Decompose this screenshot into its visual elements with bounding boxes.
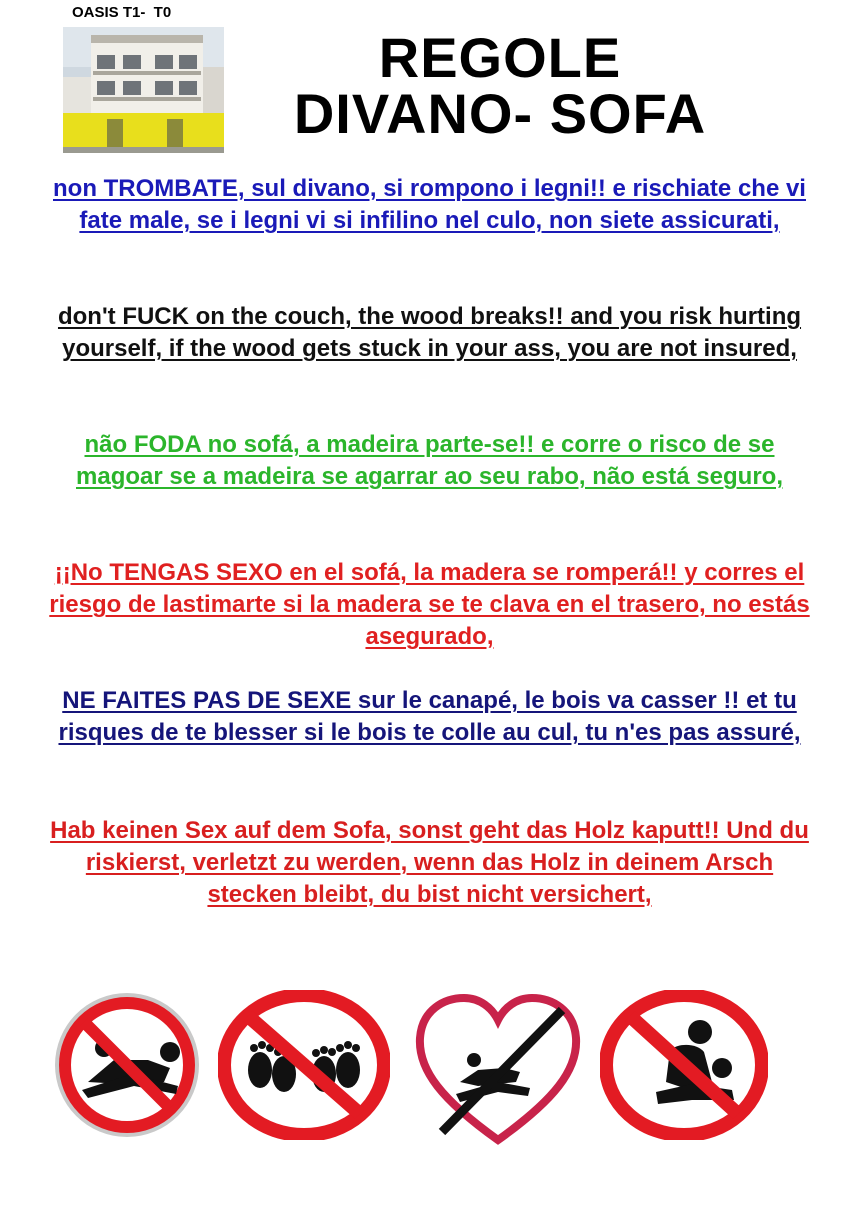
title-line-2: DIVANO- SOFA — [293, 82, 707, 145]
rule-portuguese: não FODA no sofá, a madeira parte-se!! e corre o risco de se magoar se a madeira se agarrar ao seu rabo, não está seguro, — [76, 431, 783, 490]
rule-spanish: ¡¡No TENGAS SEXO en el sofá, la madera se romperá!! y corres el riesgo de lastimarte si la madera se te clava en el trasero, no estás asegurado, — [49, 559, 810, 650]
rule-german: Hab keinen Sex auf dem Sofa, sonst geht das Holz kaputt!! Und du riskierst, verletzt zu werden, wenn das Holz in deinem Arsch stecken bleibt, du bist nicht versichert, — [50, 817, 809, 908]
no-feet-sign-icon — [218, 990, 390, 1140]
heart-crossed-sign-icon — [412, 990, 584, 1148]
no-couple-sign-icon — [600, 990, 768, 1140]
building-photo — [63, 27, 224, 153]
building-tag: OASIS T1- T0 — [72, 4, 172, 21]
no-couple-lying-sign-icon — [52, 990, 202, 1140]
rule-english: don't FUCK on the couch, the wood breaks!! and you risk hurting yourself, if the wood gets stuck in your ass, you are not insured, — [57, 303, 802, 362]
page-title — [240, 26, 760, 145]
rule-italian: non TROMBATE, sul divano, si rompono i legni!! e rischiate che vi fate male, se i legni vi si infilino nel culo, non siete assicurati, — [53, 175, 806, 234]
title-line-1: REGOLE — [378, 26, 622, 89]
rule-french: NE FAITES PAS DE SEXE sur le canapé, le bois va casser !! et tu risques de te blesser si le bois te colle au cul, tu n'es pas assuré, — [58, 687, 801, 746]
prohibition-signs — [0, 980, 859, 1160]
